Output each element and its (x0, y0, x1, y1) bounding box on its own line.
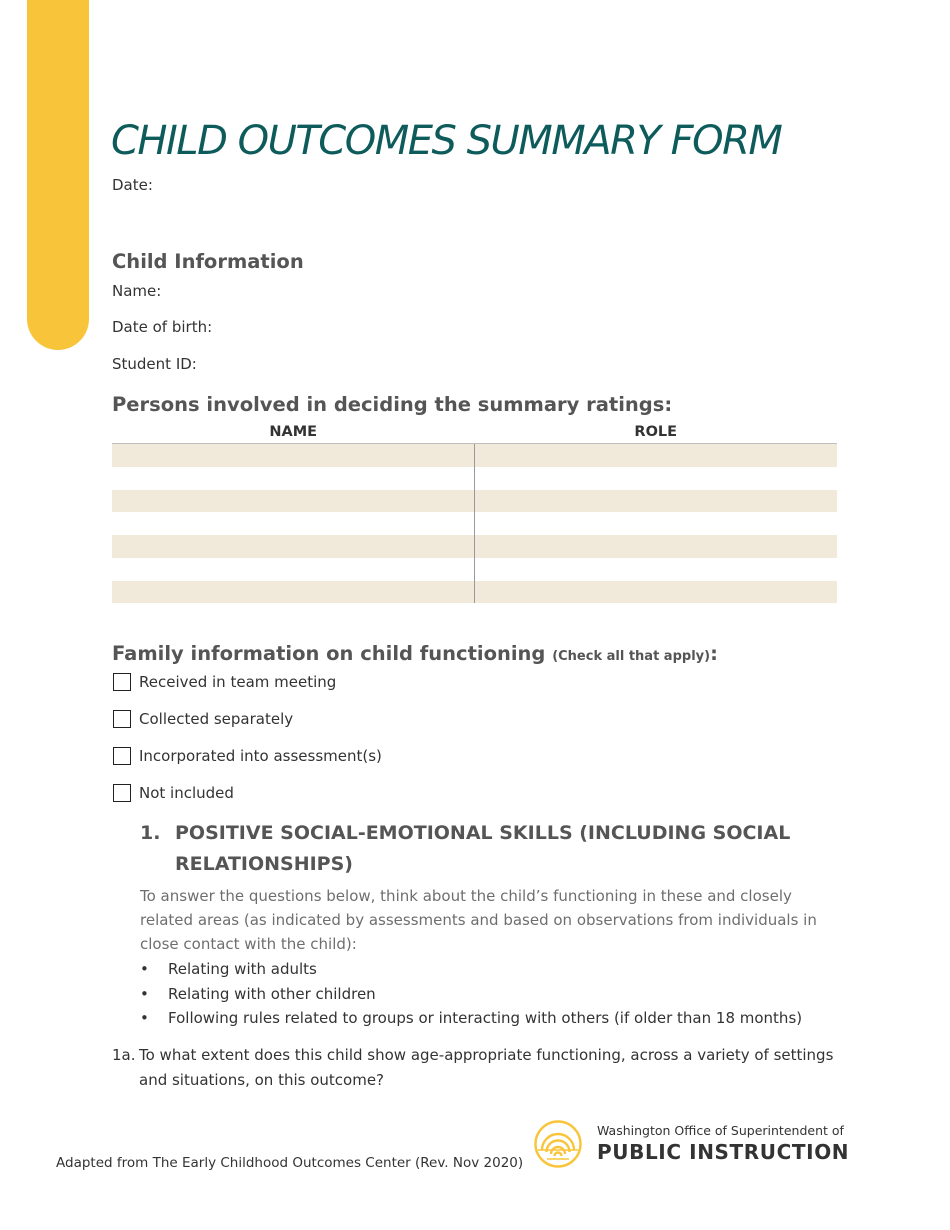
accent-bar (27, 0, 89, 350)
checkbox-box[interactable] (113, 673, 131, 691)
footer-note: Adapted from The Early Childhood Outcomes Center (Rev. Nov 2020) (56, 1155, 524, 1171)
section-intro: To answer the questions below, think about the child’s functioning in these and closely related areas (as indicated by assessments and based on observations from individuals in close contact with the child): (140, 887, 817, 953)
sunrise-logo-icon (533, 1119, 583, 1169)
logo-name: PUBLIC INSTRUCTION (597, 1140, 850, 1164)
question-text: To what extent does this child show age-appropriate functioning, across a variety of settings and situations, on this outcome? (139, 1046, 834, 1089)
dob-label: Date of birth: (112, 318, 213, 336)
col-role-header: ROLE (634, 424, 678, 440)
table-row (112, 558, 837, 581)
checkbox-box[interactable] (113, 784, 131, 802)
checkbox-incorporated-assessment[interactable] (113, 747, 382, 765)
role-cell[interactable] (475, 512, 837, 535)
ospi-logo (533, 1119, 849, 1169)
name-cell[interactable] (112, 558, 475, 581)
list-item: • Following rules related to groups or interacting with others (if older than 18 months) (140, 1006, 802, 1031)
checkbox-label: Incorporated into assessment(s) (139, 747, 382, 765)
role-cell[interactable] (475, 444, 837, 467)
table-row (112, 490, 837, 513)
family-heading-text: Family information on child functioning (112, 642, 546, 665)
page-title: CHILD OUTCOMES SUMMARY FORM (111, 118, 782, 164)
family-heading (112, 642, 718, 665)
checkbox-box[interactable] (113, 710, 131, 728)
list-item: • Relating with other children (140, 982, 802, 1007)
checkbox-label: Not included (139, 784, 234, 802)
role-cell[interactable] (475, 558, 837, 581)
checkbox-label: Received in team meeting (139, 673, 337, 691)
family-heading-colon: : (710, 642, 718, 665)
name-cell[interactable] (112, 581, 475, 604)
logo-agency-line: Washington Office of Superintendent of (597, 1123, 844, 1138)
name-cell[interactable] (112, 512, 475, 535)
table-row (112, 444, 837, 467)
checkbox-collected-separately[interactable] (113, 710, 293, 728)
table-header (112, 422, 837, 444)
section-title: POSITIVE SOCIAL-EMOTIONAL SKILLS (INCLUDING SOCIAL RELATIONSHIPS) (175, 822, 791, 875)
name-cell[interactable] (112, 467, 475, 490)
list-item: • Relating with adults (140, 957, 802, 982)
name-cell[interactable] (112, 535, 475, 558)
checkbox-team-meeting[interactable] (113, 673, 336, 691)
checkbox-label: Collected separately (139, 710, 294, 728)
checkbox-box[interactable] (113, 747, 131, 765)
family-heading-note: (Check all that apply) (552, 649, 711, 664)
name-cell[interactable] (112, 490, 475, 513)
role-cell[interactable] (475, 535, 837, 558)
persons-heading: Persons involved in deciding the summary ratings: (112, 393, 673, 416)
table-row (112, 581, 837, 604)
section-number: 1. (140, 822, 161, 844)
table-row (112, 535, 837, 558)
date-label: Date: (112, 176, 153, 194)
outcome-areas-list (140, 957, 802, 1031)
role-cell[interactable] (475, 581, 837, 604)
name-cell[interactable] (112, 444, 475, 467)
name-label: Name: (112, 282, 162, 300)
student-id-label: Student ID: (112, 355, 197, 373)
section-1-heading (140, 818, 820, 880)
child-info-heading: Child Information (112, 250, 304, 273)
table-row (112, 467, 837, 490)
table-row (112, 512, 837, 535)
role-cell[interactable] (475, 467, 837, 490)
role-cell[interactable] (475, 490, 837, 513)
question-number: 1a. (112, 1046, 136, 1064)
question-1a (112, 1043, 842, 1093)
persons-table (112, 422, 837, 603)
checkbox-not-included[interactable] (113, 784, 234, 802)
col-name-header: NAME (269, 424, 318, 440)
